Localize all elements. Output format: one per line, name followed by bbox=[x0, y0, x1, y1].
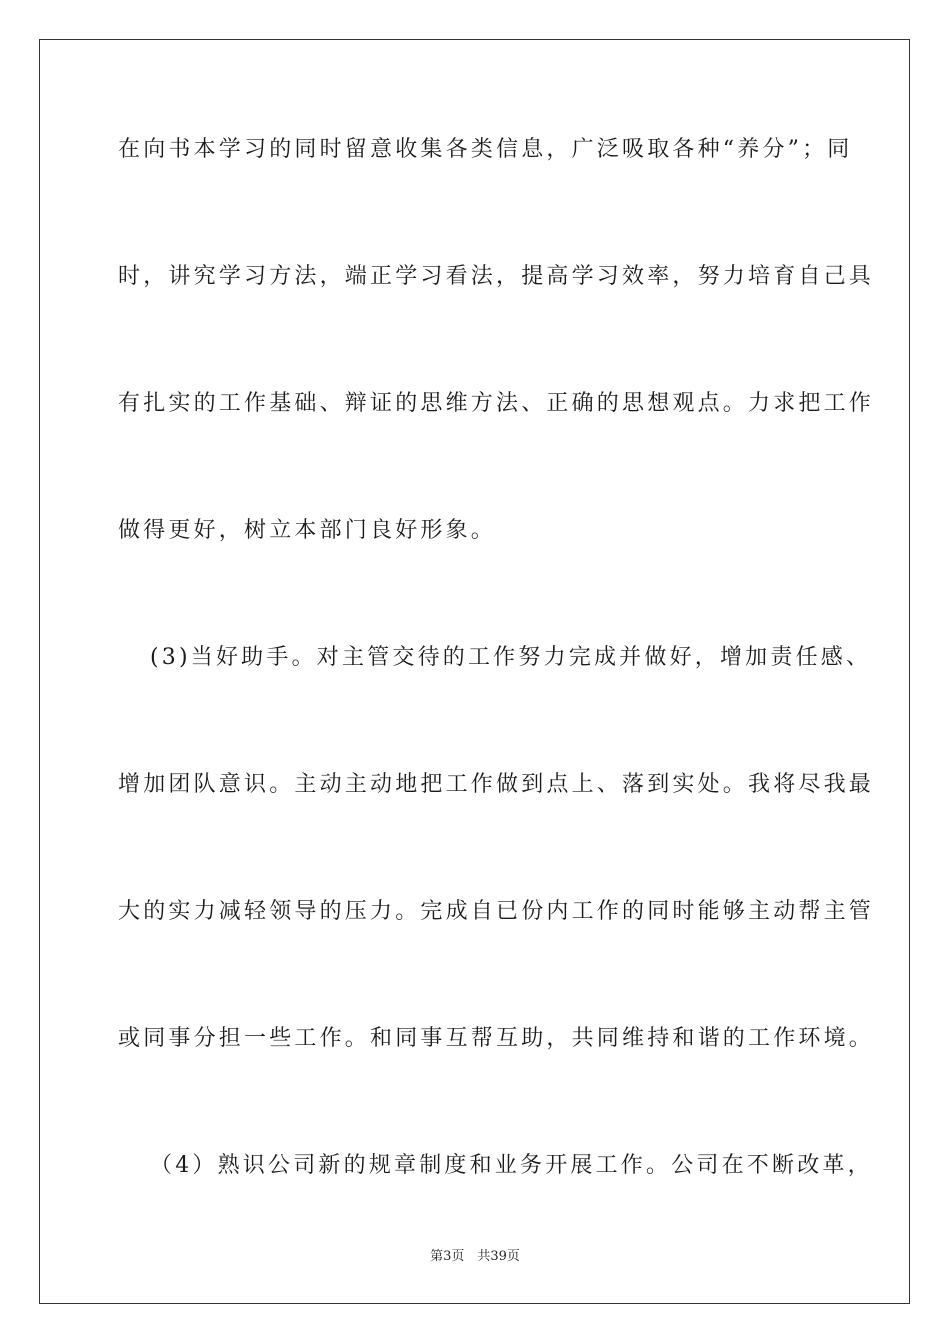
paragraph-start-line: （4）熟识公司新的规章制度和业务开展工作。公司在不断改革， bbox=[150, 1153, 873, 1178]
body-text-line: 时，讲究学习方法，端正学习看法，提高学习效率，努力培育自己具 bbox=[118, 264, 875, 289]
paragraph-start-line: (3)当好助手。对主管交待的工作努力完成并做好，增加责任感、 bbox=[150, 645, 872, 670]
body-text-line: 做得更好，树立本部门良好形象。 bbox=[118, 518, 497, 543]
body-text-line: 在向书本学习的同时留意收集各类信息，广泛吸取各种“养分”；同 bbox=[118, 137, 853, 162]
body-text-line: 大的实力减轻领导的压力。完成自已份内工作的同时能够主动帮主管 bbox=[118, 899, 875, 924]
body-text-line: 增加团队意识。主动主动地把工作做到点上、落到实处。我将尽我最 bbox=[118, 772, 875, 797]
body-text-line: 或同事分担一些工作。和同事互帮互助，共同维持和谐的工作环境。 bbox=[118, 1026, 875, 1051]
body-text-line: 有扎实的工作基础、辩证的思维方法、正确的思想观点。力求把工作 bbox=[118, 391, 875, 416]
page-number-footer: 第3页 共39页 bbox=[430, 1249, 520, 1264]
